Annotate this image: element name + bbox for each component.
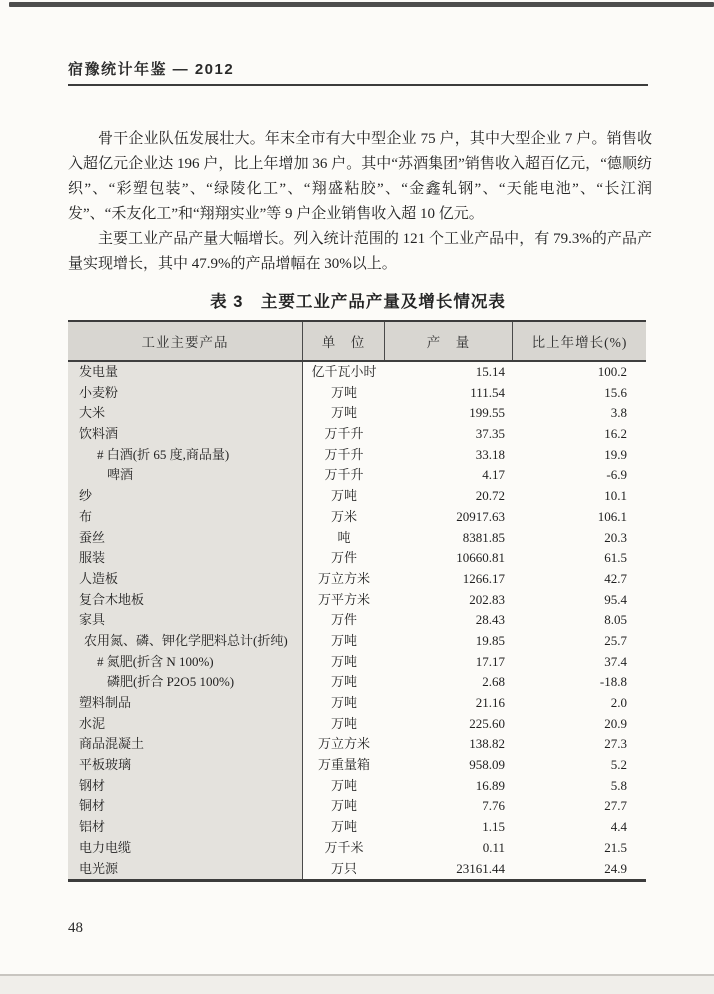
output-cell: 138.82 xyxy=(469,736,505,752)
unit-cell: 万千升 xyxy=(324,426,364,442)
growth-cell: 24.9 xyxy=(604,860,627,876)
growth-cell: 2.0 xyxy=(610,695,627,710)
unit-cell: 万吨 xyxy=(330,798,357,814)
product-cell: 水泥 xyxy=(68,714,303,735)
table-title: 表 3 主要工业产品产量及增长情况表 xyxy=(210,293,506,311)
growth-cell: -6.9 xyxy=(606,467,627,483)
table-row xyxy=(68,796,646,817)
product-cell: 电力电缆 xyxy=(68,838,303,859)
unit-cell: 万件 xyxy=(330,550,357,566)
product-cell: 大米 xyxy=(68,403,303,424)
column-header-output: 产 量 xyxy=(385,322,513,360)
growth-cell: 3.8 xyxy=(610,405,627,421)
output-cell: 23161.44 xyxy=(456,860,505,876)
output-cell: 19.85 xyxy=(475,632,505,648)
output-cell: 33.18 xyxy=(475,446,505,462)
output-cell: 17.17 xyxy=(475,653,505,669)
unit-cell: 万千米 xyxy=(324,839,364,855)
output-cell: 20917.63 xyxy=(456,508,505,524)
yearbook-title: 宿豫统计年鉴 — 2012 xyxy=(68,61,235,78)
product-cell: 家具 xyxy=(68,610,303,631)
growth-cell: 16.2 xyxy=(604,426,627,442)
unit-cell: 万吨 xyxy=(330,695,357,710)
scan-bottom-band xyxy=(0,976,714,994)
output-cell: 1.15 xyxy=(482,819,505,835)
output-cell: 21.16 xyxy=(475,695,505,710)
growth-cell: 19.9 xyxy=(604,446,627,462)
product-cell: 啤酒 xyxy=(68,465,303,486)
unit-cell: 万千升 xyxy=(324,467,364,483)
growth-cell: 20.3 xyxy=(604,529,627,545)
table-row xyxy=(68,734,646,755)
product-cell: 铜材 xyxy=(68,796,303,817)
running-header xyxy=(68,58,648,79)
table-row xyxy=(68,548,646,569)
table-row xyxy=(68,383,646,404)
growth-cell: 5.8 xyxy=(610,777,627,793)
table-row xyxy=(68,445,646,466)
column-header-unit: 单 位 xyxy=(303,322,385,360)
growth-cell: 8.05 xyxy=(604,612,627,628)
unit-cell: 万吨 xyxy=(330,632,357,648)
table-row xyxy=(68,362,646,383)
product-cell: 塑料制品 xyxy=(68,693,303,714)
growth-cell: 95.4 xyxy=(604,591,627,607)
unit-cell: 万平方米 xyxy=(317,591,370,607)
product-cell: 复合木地板 xyxy=(68,590,303,611)
growth-cell: 25.7 xyxy=(604,632,627,648)
table-row xyxy=(68,631,646,652)
product-cell: 农用氮、磷、钾化学肥料总计(折纯) xyxy=(68,631,303,652)
unit-cell: 万只 xyxy=(330,860,357,876)
table-row xyxy=(68,776,646,797)
product-cell: 人造板 xyxy=(68,569,303,590)
growth-cell: 106.1 xyxy=(597,508,627,524)
column-header-product: 工业主要产品 xyxy=(68,322,303,360)
table-row xyxy=(68,755,646,776)
output-cell: 8381.85 xyxy=(462,529,505,545)
output-cell: 20.72 xyxy=(475,488,505,504)
unit-cell: 吨 xyxy=(337,529,351,545)
unit-cell: 万千升 xyxy=(324,446,364,462)
product-cell: 纱 xyxy=(68,486,303,507)
table-row xyxy=(68,714,646,735)
output-cell: 10660.81 xyxy=(456,550,505,566)
output-cell: 15.14 xyxy=(475,364,505,379)
growth-cell: 5.2 xyxy=(610,757,627,773)
output-cell: 16.89 xyxy=(475,777,505,793)
product-cell: # 白酒(折 65 度,商品量) xyxy=(68,445,303,466)
unit-cell: 万吨 xyxy=(330,405,357,421)
unit-cell: 万重量箱 xyxy=(317,757,370,773)
product-cell: 商品混凝土 xyxy=(68,734,303,755)
growth-cell: 21.5 xyxy=(604,839,627,855)
product-cell: 服装 xyxy=(68,548,303,569)
table-row xyxy=(68,693,646,714)
output-cell: 225.60 xyxy=(469,715,505,731)
product-cell: 饮料酒 xyxy=(68,424,303,445)
output-cell: 7.76 xyxy=(482,798,505,814)
paragraph-products-growth: 主要工业产品产量大幅增长。列入统计范围的 121 个工业产品中，有 79.3%的产品产量实现增长，其中 47.9%的产品增幅在 30%以上。 xyxy=(68,231,652,272)
body-text xyxy=(68,127,652,277)
table-row xyxy=(68,652,646,673)
product-cell: # 氮肥(折含 N 100%) xyxy=(68,652,303,673)
industrial-products-table xyxy=(68,320,646,882)
table-row xyxy=(68,424,646,445)
output-cell: 4.17 xyxy=(482,467,505,483)
growth-cell: 100.2 xyxy=(597,364,627,379)
unit-cell: 万立方米 xyxy=(317,570,370,586)
unit-cell: 亿千瓦小时 xyxy=(311,364,377,379)
growth-cell: 20.9 xyxy=(604,715,627,731)
unit-cell: 万吨 xyxy=(330,384,357,400)
unit-cell: 万米 xyxy=(330,508,357,524)
header-rule xyxy=(68,84,648,86)
unit-cell: 万吨 xyxy=(330,777,357,793)
growth-cell: 42.7 xyxy=(604,570,627,586)
product-cell: 布 xyxy=(68,507,303,528)
growth-cell: 10.1 xyxy=(604,488,627,504)
unit-cell: 万件 xyxy=(330,612,357,628)
growth-cell: 27.3 xyxy=(604,736,627,752)
table-row xyxy=(68,838,646,859)
growth-cell: 4.4 xyxy=(610,819,627,835)
growth-cell: 37.4 xyxy=(604,653,627,669)
table-header-row xyxy=(68,322,646,362)
table-row xyxy=(68,486,646,507)
unit-cell: 万立方米 xyxy=(317,736,370,752)
unit-cell: 万吨 xyxy=(330,715,357,731)
table-row xyxy=(68,859,646,880)
unit-cell: 万吨 xyxy=(330,819,357,835)
table-row xyxy=(68,610,646,631)
output-cell: 111.54 xyxy=(470,384,505,400)
column-header-growth: 比上年增长(%) xyxy=(531,335,628,350)
output-cell: 199.55 xyxy=(469,405,505,421)
output-cell: 28.43 xyxy=(475,612,505,628)
product-cell: 小麦粉 xyxy=(68,383,303,404)
table-row xyxy=(68,465,646,486)
table-row xyxy=(68,528,646,549)
table-row xyxy=(68,817,646,838)
unit-cell: 万吨 xyxy=(330,674,357,690)
product-cell: 磷肥(折合 P2O5 100%) xyxy=(68,672,303,693)
growth-cell: 15.6 xyxy=(604,384,627,400)
product-cell: 铝材 xyxy=(68,817,303,838)
output-cell: 37.35 xyxy=(475,426,505,442)
table-body xyxy=(68,362,646,879)
table-row xyxy=(68,403,646,424)
paragraph-enterprises: 骨干企业队伍发展壮大。年末全市有大中型企业 75 户，其中大型企业 7 户。销售收入超亿元企业达 196 户，比上年增加 36 户。其中“苏酒集团”销售收入超百亿元，“德顺纺织”、“彩塑包装”、“绿陵化工”、“翔盛粘胶”、“金鑫轧钢”、“天能电池”、“长江润发”、“禾友化工”和“翔翔实业”等 9 户企业销售收入超 10 亿元。 xyxy=(68,131,652,222)
growth-cell: 61.5 xyxy=(604,550,627,566)
table-row xyxy=(68,569,646,590)
unit-cell: 万吨 xyxy=(330,488,357,504)
scan-top-edge xyxy=(9,2,714,7)
growth-cell: 27.7 xyxy=(604,798,627,814)
product-cell: 钢材 xyxy=(68,776,303,797)
unit-cell: 万吨 xyxy=(330,653,357,669)
product-cell: 蚕丝 xyxy=(68,528,303,549)
table-row xyxy=(68,507,646,528)
product-cell: 平板玻璃 xyxy=(68,755,303,776)
product-cell: 发电量 xyxy=(68,362,303,383)
output-cell: 958.09 xyxy=(469,757,505,773)
table-row xyxy=(68,590,646,611)
output-cell: 0.11 xyxy=(482,839,505,855)
product-cell: 电光源 xyxy=(68,859,303,880)
page-number: 48 xyxy=(68,920,83,936)
growth-cell: -18.8 xyxy=(599,674,627,690)
output-cell: 202.83 xyxy=(469,591,505,607)
table-row xyxy=(68,672,646,693)
output-cell: 2.68 xyxy=(482,674,505,690)
output-cell: 1266.17 xyxy=(462,570,505,586)
